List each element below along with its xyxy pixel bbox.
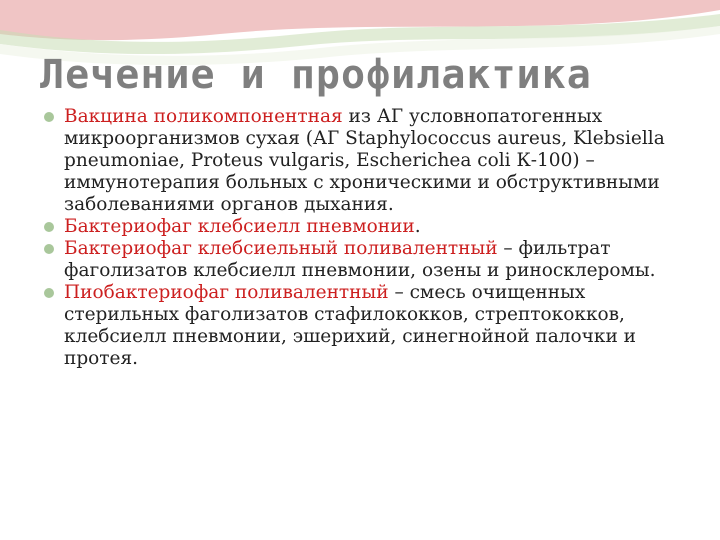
list-item-highlight: Бактериофаг клебсиелл пневмонии [64,216,415,237]
bullet-dot-icon [44,112,54,122]
list-item-highlight: Пиобактериофаг поливалентный [64,282,389,303]
list-item-text: – фильтрат фаголизатов клебсиелл пневмонии, озены и риносклеромы. [64,238,656,281]
list-item [44,282,684,370]
slide-title: Лечение и профилактика [40,52,592,98]
list-item-text: . [414,216,421,237]
list-item [44,216,684,238]
list-item-highlight: Вакцина поликомпонентная [64,106,343,127]
bullet-list [44,106,684,370]
list-item-text: – смесь очищенных стерильных фаголизатов стафилококков, стрептококков, клебсиелл пневмонии, эшерихий, синегнойной палочки и протея. [64,282,636,369]
bullet-dot-icon [44,288,54,298]
bullet-dot-icon [44,222,54,232]
list-item-text: из АГ условнопатогенных микроорганизмов сухая (АГ Staphylococcus aureus, Klebsiella pneumoniae, Proteus vulgaris, Escherichea coli К-100) – иммунотерапия больных с хроническими и обструктивными заболеваниями органов дыхания. [64,106,665,215]
list-item-highlight: Бактериофаг клебсиельный поливалентный [64,238,498,259]
list-item [44,106,684,216]
list-item [44,238,684,282]
bullet-dot-icon [44,244,54,254]
